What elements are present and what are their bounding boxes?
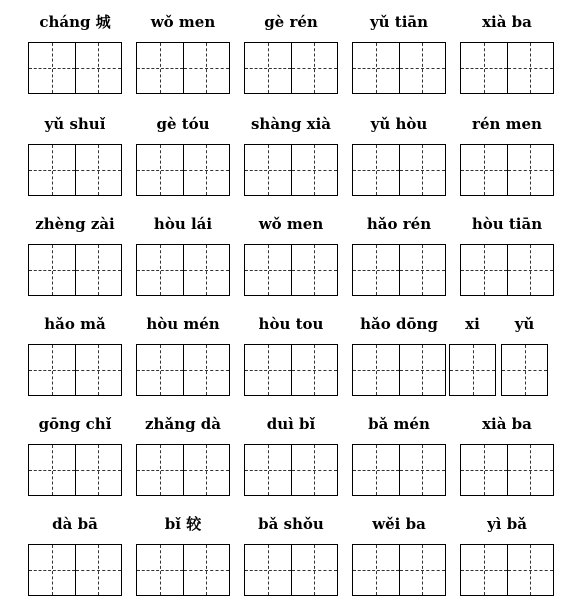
- tianzige-cell[interactable]: [353, 43, 399, 93]
- character-writing-box[interactable]: [28, 144, 122, 196]
- tianzige-cell[interactable]: [399, 445, 446, 495]
- character-writing-box[interactable]: [460, 244, 554, 296]
- pinyin-label: rén men: [472, 115, 542, 133]
- character-writing-box[interactable]: [352, 144, 446, 196]
- character-writing-box[interactable]: [244, 144, 338, 196]
- pinyin-label: bǎ mén: [368, 415, 430, 433]
- character-writing-box[interactable]: [460, 42, 554, 94]
- character-writing-box[interactable]: [244, 42, 338, 94]
- character-writing-box[interactable]: [244, 344, 338, 396]
- tianzige-cell[interactable]: [502, 345, 547, 395]
- tianzige-cell[interactable]: [399, 545, 446, 595]
- character-writing-box[interactable]: [449, 344, 496, 396]
- character-writing-box[interactable]: [136, 344, 230, 396]
- tianzige-cell[interactable]: [353, 545, 399, 595]
- pinyin-label: duì bǐ: [266, 415, 316, 433]
- character-writing-box[interactable]: [136, 444, 230, 496]
- tianzige-cell[interactable]: [183, 145, 230, 195]
- pinyin-label: shàng xià: [250, 115, 332, 133]
- tianzige-cell[interactable]: [29, 145, 75, 195]
- pinyin-label: hòu tiān: [471, 215, 543, 233]
- pinyin-label: yǔ hòu: [370, 115, 428, 133]
- tianzige-cell[interactable]: [75, 445, 122, 495]
- tianzige-cell[interactable]: [137, 345, 183, 395]
- tianzige-cell[interactable]: [353, 345, 399, 395]
- pinyin-label: gè tóu: [156, 115, 210, 133]
- pinyin-label: wǒ men: [258, 215, 324, 233]
- pinyin-label: hòu mén: [146, 315, 220, 333]
- tianzige-cell[interactable]: [29, 245, 75, 295]
- tianzige-cell[interactable]: [399, 145, 446, 195]
- pinyin-label: hǎo dōng: [360, 315, 438, 333]
- character-writing-box[interactable]: [460, 444, 554, 496]
- tianzige-cell[interactable]: [507, 245, 554, 295]
- character-writing-box[interactable]: [136, 244, 230, 296]
- pinyin-label: xi: [465, 315, 480, 333]
- tianzige-cell[interactable]: [507, 445, 554, 495]
- tianzige-cell[interactable]: [137, 245, 183, 295]
- tianzige-cell[interactable]: [29, 345, 75, 395]
- tianzige-cell[interactable]: [291, 445, 338, 495]
- tianzige-cell[interactable]: [507, 145, 554, 195]
- tianzige-cell[interactable]: [450, 345, 495, 395]
- pinyin-label: yǔ tiān: [369, 13, 429, 31]
- tianzige-cell[interactable]: [29, 43, 75, 93]
- tianzige-cell[interactable]: [29, 445, 75, 495]
- pinyin-label: yǔ shuǐ: [44, 115, 106, 133]
- tianzige-cell[interactable]: [291, 545, 338, 595]
- tianzige-cell[interactable]: [183, 445, 230, 495]
- pinyin-label: gè rén: [264, 13, 318, 31]
- tianzige-cell[interactable]: [399, 43, 446, 93]
- character-writing-box[interactable]: [28, 344, 122, 396]
- character-writing-box[interactable]: [28, 244, 122, 296]
- tianzige-cell[interactable]: [183, 345, 230, 395]
- tianzige-cell[interactable]: [291, 345, 338, 395]
- character-writing-box[interactable]: [460, 144, 554, 196]
- tianzige-cell[interactable]: [353, 445, 399, 495]
- character-writing-box[interactable]: [136, 544, 230, 596]
- tianzige-cell[interactable]: [399, 245, 446, 295]
- tianzige-cell[interactable]: [75, 245, 122, 295]
- pinyin-label: zhèng zài: [35, 215, 115, 233]
- tianzige-cell[interactable]: [183, 43, 230, 93]
- tianzige-cell[interactable]: [137, 43, 183, 93]
- pinyin-label: bǎ shǒu: [258, 515, 324, 533]
- tianzige-cell[interactable]: [507, 545, 554, 595]
- pinyin-label: yǔ: [514, 315, 535, 333]
- pinyin-label: gōng chǐ: [38, 415, 112, 433]
- pinyin-label: yì bǎ: [487, 515, 527, 533]
- tianzige-cell[interactable]: [183, 245, 230, 295]
- pinyin-label: xià ba: [482, 13, 532, 31]
- pinyin-label: hǎo mǎ: [44, 315, 106, 333]
- tianzige-cell[interactable]: [291, 145, 338, 195]
- tianzige-cell[interactable]: [461, 245, 507, 295]
- character-writing-box[interactable]: [28, 42, 122, 94]
- character-writing-box[interactable]: [352, 244, 446, 296]
- tianzige-cell[interactable]: [245, 245, 291, 295]
- tianzige-cell[interactable]: [75, 43, 122, 93]
- tianzige-cell[interactable]: [75, 145, 122, 195]
- pinyin-label: hòu tou: [258, 315, 324, 333]
- character-writing-box[interactable]: [352, 544, 446, 596]
- tianzige-cell[interactable]: [29, 545, 75, 595]
- character-writing-box[interactable]: [244, 244, 338, 296]
- tianzige-cell[interactable]: [353, 145, 399, 195]
- tianzige-cell[interactable]: [461, 145, 507, 195]
- tianzige-cell[interactable]: [75, 345, 122, 395]
- character-writing-box[interactable]: [28, 544, 122, 596]
- pinyin-label: wěi ba: [372, 515, 426, 533]
- character-writing-box[interactable]: [501, 344, 548, 396]
- pinyin-label: hǎo rén: [366, 215, 432, 233]
- pinyin-label: cháng 城: [39, 13, 111, 31]
- pinyin-label: xià ba: [482, 415, 532, 433]
- tianzige-cell[interactable]: [399, 345, 446, 395]
- tianzige-cell[interactable]: [245, 145, 291, 195]
- tianzige-cell[interactable]: [291, 43, 338, 93]
- tianzige-cell[interactable]: [245, 445, 291, 495]
- tianzige-cell[interactable]: [137, 545, 183, 595]
- character-writing-box[interactable]: [244, 544, 338, 596]
- character-writing-box[interactable]: [352, 344, 446, 396]
- tianzige-cell[interactable]: [137, 445, 183, 495]
- tianzige-cell[interactable]: [291, 245, 338, 295]
- tianzige-cell[interactable]: [461, 43, 507, 93]
- tianzige-cell[interactable]: [245, 545, 291, 595]
- pinyin-label: bǐ 较: [164, 515, 202, 533]
- character-writing-box[interactable]: [352, 444, 446, 496]
- character-writing-box[interactable]: [28, 444, 122, 496]
- tianzige-cell[interactable]: [137, 145, 183, 195]
- character-writing-box[interactable]: [460, 544, 554, 596]
- character-writing-box[interactable]: [136, 144, 230, 196]
- tianzige-cell[interactable]: [461, 545, 507, 595]
- tianzige-cell[interactable]: [245, 43, 291, 93]
- pinyin-label: wǒ men: [150, 13, 216, 31]
- character-writing-box[interactable]: [352, 42, 446, 94]
- tianzige-cell[interactable]: [183, 545, 230, 595]
- tianzige-cell[interactable]: [461, 445, 507, 495]
- pinyin-label: zhǎng dà: [145, 415, 221, 433]
- pinyin-label: dà bā: [52, 515, 98, 533]
- pinyin-label: hòu lái: [153, 215, 213, 233]
- tianzige-cell[interactable]: [245, 345, 291, 395]
- character-writing-box[interactable]: [244, 444, 338, 496]
- character-writing-box[interactable]: [136, 42, 230, 94]
- tianzige-cell[interactable]: [353, 245, 399, 295]
- tianzige-cell[interactable]: [75, 545, 122, 595]
- tianzige-cell[interactable]: [507, 43, 554, 93]
